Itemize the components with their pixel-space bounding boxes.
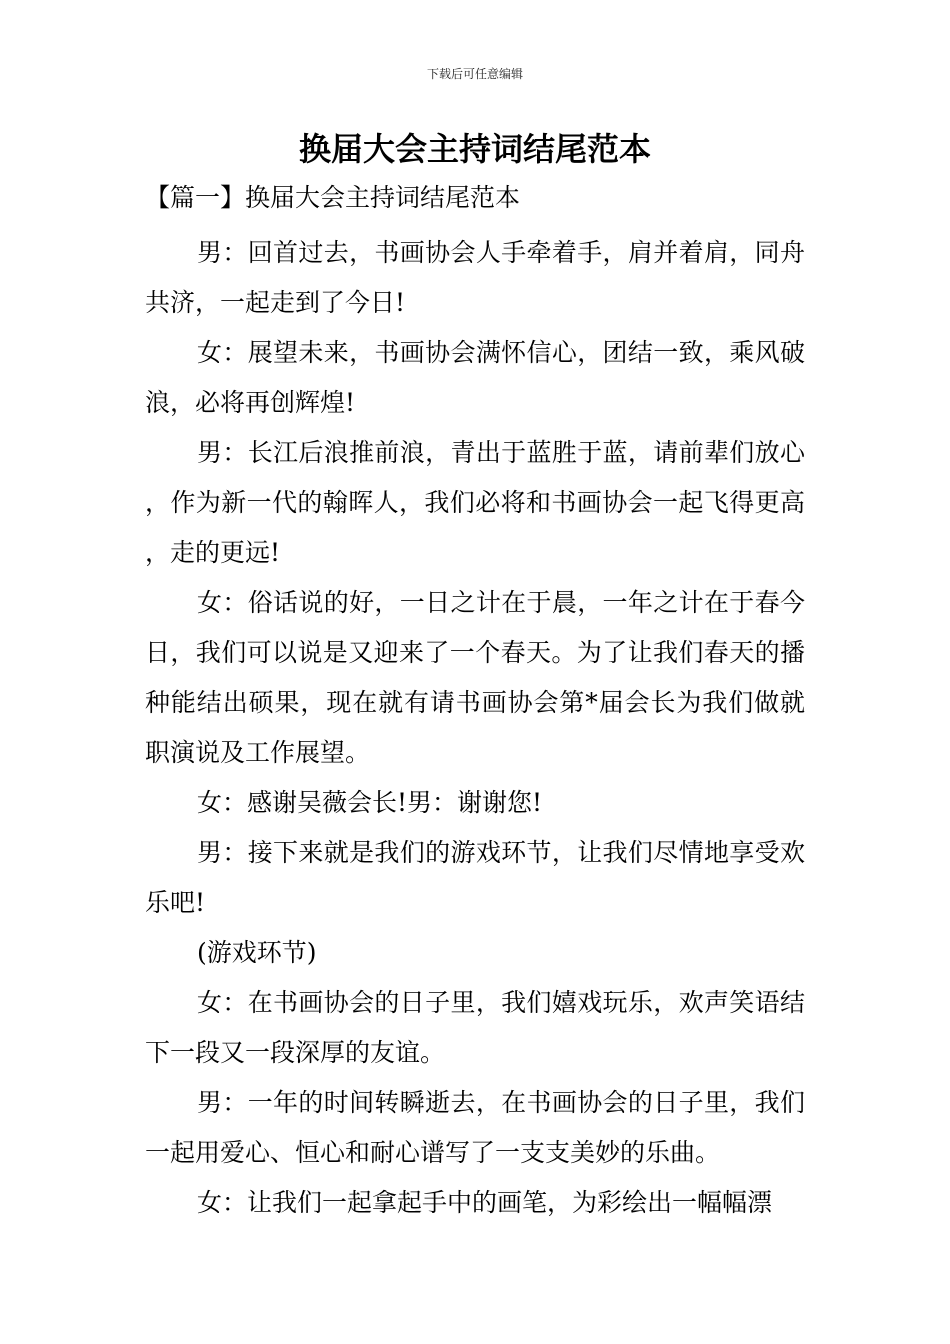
paragraph: (游戏环节) bbox=[197, 938, 317, 967]
paragraph: 女：在书画协会的日子里，我们嬉戏玩乐，欢声笑语结下一段又一段深厚的友谊。 bbox=[145, 988, 805, 1067]
paragraph: 女：俗话说的好，一日之计在于晨，一年之计在于春今日，我们可以说是又迎来了一个春天。为了让我们春天的播种能结出硕果，现在就有请书画协会第*届会长为我们做就职演说及工作展望。 bbox=[145, 588, 805, 767]
paragraph: 女：展望未来，书画协会满怀信心，团结一致，乘风破浪，必将再创辉煌! bbox=[145, 338, 805, 417]
paragraph: 女：让我们一起拿起手中的画笔，为彩绘出一幅幅漂 bbox=[197, 1188, 773, 1217]
paragraph: 男：长江后浪推前浪，青出于蓝胜于蓝，请前辈们放心，作为新一代的翰晖人，我们必将和书画协会一起飞得更高，走的更远! bbox=[145, 438, 805, 567]
document-title: 换届大会主持词结尾范本 bbox=[298, 130, 651, 168]
paragraph: 男：接下来就是我们的游戏环节，让我们尽情地享受欢乐吧! bbox=[145, 838, 805, 917]
header-note: 下载后可任意编辑 bbox=[426, 67, 523, 81]
section-heading: 【篇一】换届大会主持词结尾范本 bbox=[145, 183, 521, 212]
paragraph: 男：一年的时间转瞬逝去，在书画协会的日子里，我们一起用爱心、恒心和耐心谱写了一支支美妙的乐曲。 bbox=[145, 1088, 805, 1167]
paragraph: 男：回首过去，书画协会人手牵着手，肩并着肩，同舟共济，一起走到了今日! bbox=[145, 238, 805, 317]
paragraph: 女：感谢吴薇会长!男：谢谢您! bbox=[197, 788, 543, 817]
document-body bbox=[145, 228, 805, 1228]
